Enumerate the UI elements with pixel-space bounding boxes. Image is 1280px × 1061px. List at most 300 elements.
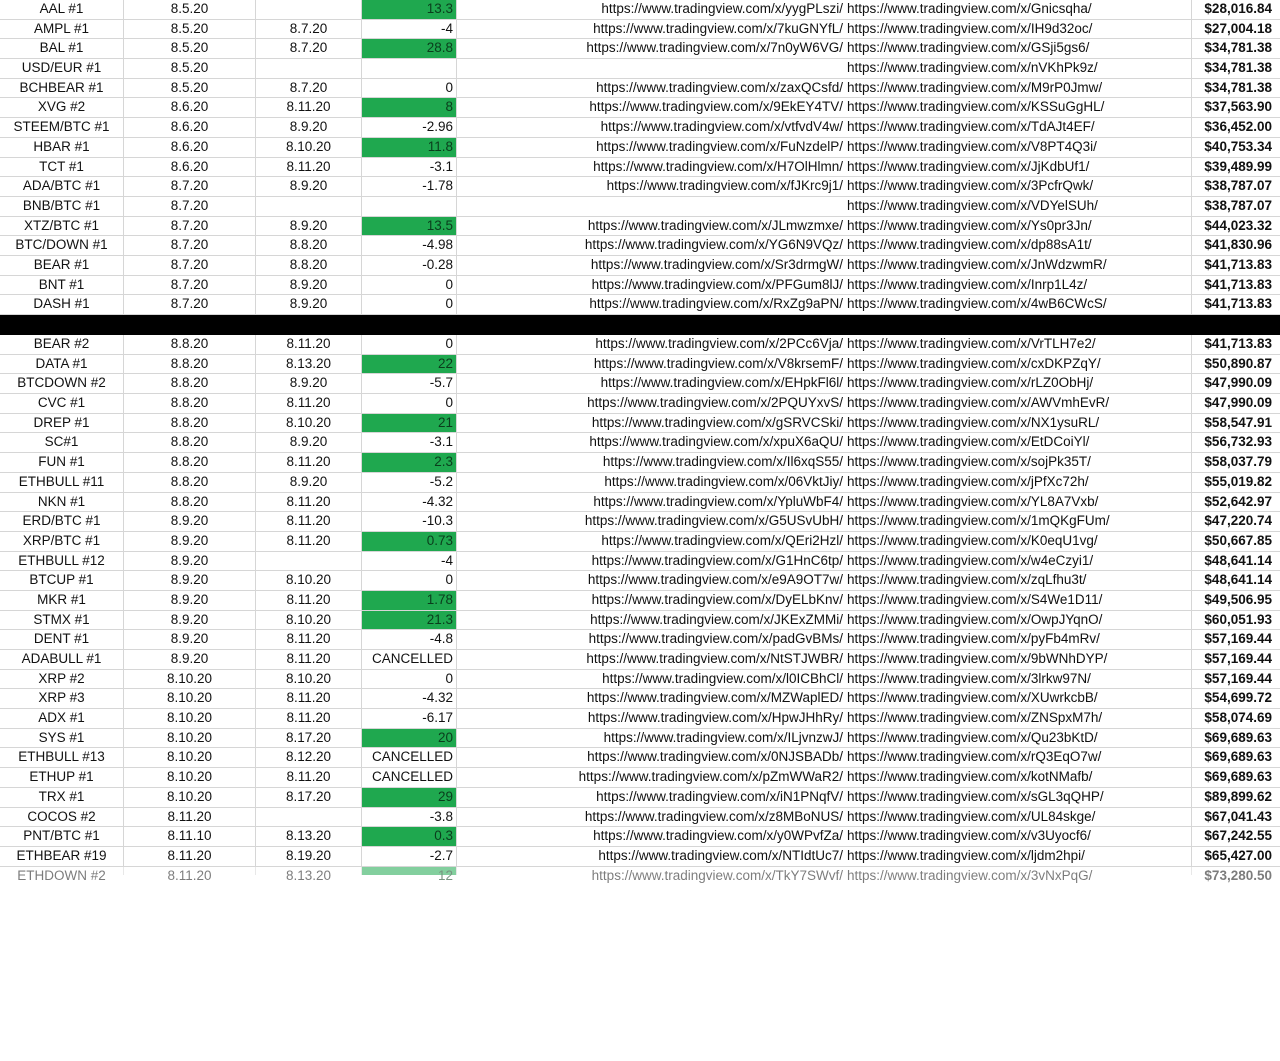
trade-rows-top xyxy=(0,0,1280,315)
balance-cell: $41,713.83 xyxy=(1204,276,1272,292)
percent-change-cell: -6.17 xyxy=(362,709,457,728)
entry-chart-link[interactable]: https://www.tradingview.com/x/l0ICBhCl/ xyxy=(602,670,843,686)
entry-chart-link[interactable]: https://www.tradingview.com/x/pZmWWaR2/ xyxy=(578,769,843,785)
trade-name-cell: BTC/DOWN #1 xyxy=(0,236,124,255)
table-row xyxy=(0,20,1280,40)
balance-cell: $56,732.93 xyxy=(1204,434,1272,450)
table-row xyxy=(0,709,1280,729)
exit-chart-link[interactable]: https://www.tradingview.com/x/VrTLH7e2/ xyxy=(846,335,1192,354)
close-date-cell: 8.9.20 xyxy=(256,295,362,314)
percent-change-cell: 0 xyxy=(362,295,457,314)
entry-chart-link[interactable]: https://www.tradingview.com/x/MZWaplED/ xyxy=(586,690,843,706)
table-row xyxy=(0,394,1280,414)
entry-chart-link[interactable] xyxy=(457,197,844,216)
exit-chart-link[interactable]: https://www.tradingview.com/x/9bWNhDYP/ xyxy=(846,650,1192,669)
trade-name-cell: DENT #1 xyxy=(0,630,124,649)
close-date-cell: 8.9.20 xyxy=(256,433,362,452)
exit-chart-link[interactable]: https://www.tradingview.com/x/Ys0pr3Jn/ xyxy=(846,217,1192,236)
entry-chart-link[interactable]: https://www.tradingview.com/x/y0WPvfZa/ xyxy=(593,828,843,844)
exit-chart-link[interactable]: https://www.tradingview.com/x/S4We1D11/ xyxy=(846,591,1192,610)
entry-chart-link[interactable]: https://www.tradingview.com/x/7n0yW6VG/ xyxy=(586,40,843,56)
close-date-cell: 8.11.20 xyxy=(256,335,362,354)
exit-chart-link[interactable]: https://www.tradingview.com/x/kotNMafb/ xyxy=(846,768,1192,787)
percent-change-cell: CANCELLED xyxy=(362,768,457,787)
entry-chart-link[interactable]: https://www.tradingview.com/x/vtfvdV4w/ xyxy=(600,119,843,135)
entry-chart-link[interactable]: https://www.tradingview.com/x/06VktJiy/ xyxy=(604,473,843,489)
open-date-cell: 8.6.20 xyxy=(124,138,256,157)
entry-chart-link[interactable]: https://www.tradingview.com/x/H7OlHlmn/ xyxy=(593,158,843,174)
open-date-cell: 8.8.20 xyxy=(124,493,256,512)
open-date-cell: 8.6.20 xyxy=(124,158,256,177)
close-date-cell: 8.10.20 xyxy=(256,670,362,689)
balance-cell: $27,004.18 xyxy=(1204,20,1272,36)
percent-change-cell: 0 xyxy=(362,79,457,98)
entry-chart-link[interactable]: https://www.tradingview.com/x/G5USvUbH/ xyxy=(584,513,843,529)
open-date-cell: 8.8.20 xyxy=(124,355,256,374)
exit-chart-link[interactable]: https://www.tradingview.com/x/zqLfhu3t/ xyxy=(846,571,1192,590)
entry-chart-link[interactable]: https://www.tradingview.com/x/JKExZMMi/ xyxy=(590,611,843,627)
entry-chart-link[interactable]: https://www.tradingview.com/x/gSRVCSki/ xyxy=(591,414,843,430)
table-row xyxy=(0,158,1280,178)
trade-name-cell: BCHBEAR #1 xyxy=(0,79,124,98)
balance-cell: $69,689.63 xyxy=(1204,769,1272,785)
close-date-cell xyxy=(256,197,362,216)
table-row xyxy=(0,197,1280,217)
balance-cell: $69,689.63 xyxy=(1204,749,1272,765)
trade-name-cell: HBAR #1 xyxy=(0,138,124,157)
close-date-cell: 8.10.20 xyxy=(256,571,362,590)
entry-chart-link[interactable]: https://www.tradingview.com/x/YG6N9VQz/ xyxy=(584,237,843,253)
table-row xyxy=(0,177,1280,197)
trade-name-cell: ETHBULL #13 xyxy=(0,748,124,767)
percent-change-cell: 0 xyxy=(362,670,457,689)
balance-cell: $34,781.38 xyxy=(1204,60,1272,76)
exit-chart-link[interactable]: https://www.tradingview.com/x/3lrkw97N/ xyxy=(846,670,1192,689)
table-row xyxy=(0,670,1280,690)
balance-cell: $38,787.07 xyxy=(1204,197,1272,213)
open-date-cell: 8.10.20 xyxy=(124,748,256,767)
table-row xyxy=(0,0,1280,20)
close-date-cell: 8.7.20 xyxy=(256,39,362,58)
exit-chart-link[interactable]: https://www.tradingview.com/x/AWVmhEvR/ xyxy=(846,394,1192,413)
percent-change-cell: 0 xyxy=(362,571,457,590)
table-row xyxy=(0,689,1280,709)
exit-chart-link[interactable]: https://www.tradingview.com/x/v3Uyocf6/ xyxy=(846,827,1192,846)
entry-chart-link[interactable]: https://www.tradingview.com/x/NtSTJWBR/ xyxy=(586,651,843,666)
balance-cell: $39,489.99 xyxy=(1204,158,1272,174)
close-date-cell: 8.11.20 xyxy=(256,650,362,669)
exit-chart-link[interactable]: https://www.tradingview.com/x/JnWdzwmR/ xyxy=(846,256,1192,275)
entry-chart-link[interactable]: https://www.tradingview.com/x/DyELbKnv/ xyxy=(591,591,843,607)
entry-chart-link[interactable]: https://www.tradingview.com/x/iN1PNqfV/ xyxy=(596,788,843,804)
balance-cell: $37,563.90 xyxy=(1204,99,1272,115)
balance-cell: $34,781.38 xyxy=(1204,79,1272,95)
exit-chart-link[interactable]: https://www.tradingview.com/x/rQ3EqO7w/ xyxy=(846,748,1192,767)
entry-chart-link[interactable]: https://www.tradingview.com/x/HpwJHhRy/ xyxy=(587,710,843,726)
percent-change-cell: -0.28 xyxy=(362,256,457,275)
trade-name-cell: ETHBULL #12 xyxy=(0,552,124,571)
entry-chart-link[interactable]: https://www.tradingview.com/x/QEri2Hzl/ xyxy=(601,532,843,548)
exit-chart-link[interactable]: https://www.tradingview.com/x/cxDKPZqY/ xyxy=(846,355,1192,374)
close-date-cell: 8.11.20 xyxy=(256,532,362,551)
percent-change-cell: 28.8 xyxy=(362,39,457,58)
table-row xyxy=(0,552,1280,572)
exit-chart-link[interactable]: https://www.tradingview.com/x/ZNSpxM7h/ xyxy=(846,709,1192,728)
balance-cell: $48,641.14 xyxy=(1204,552,1272,568)
percent-change-cell: -5.2 xyxy=(362,473,457,492)
open-date-cell: 8.11.20 xyxy=(124,867,256,875)
percent-change-cell xyxy=(362,59,457,78)
trade-name-cell: CVC #1 xyxy=(0,394,124,413)
table-row xyxy=(0,217,1280,237)
close-date-cell: 8.7.20 xyxy=(256,79,362,98)
entry-chart-link[interactable]: https://www.tradingview.com/x/RxZg9aPN/ xyxy=(589,296,843,312)
open-date-cell: 8.10.20 xyxy=(124,788,256,807)
exit-chart-link[interactable]: https://www.tradingview.com/x/XUwrkcbB/ xyxy=(846,689,1192,708)
exit-chart-link[interactable]: https://www.tradingview.com/x/OwpJYqnO/ xyxy=(846,611,1192,630)
percent-change-cell: 12 xyxy=(362,867,457,875)
balance-cell: $47,220.74 xyxy=(1204,513,1272,529)
trade-name-cell: PNT/BTC #1 xyxy=(0,827,124,846)
trade-name-cell: AAL #1 xyxy=(0,0,124,19)
close-date-cell: 8.9.20 xyxy=(256,276,362,295)
trade-name-cell: ADABULL #1 xyxy=(0,650,124,669)
balance-cell: $28,016.84 xyxy=(1204,1,1272,16)
exit-chart-link[interactable]: https://www.tradingview.com/x/jPfXc72h/ xyxy=(846,473,1192,492)
open-date-cell: 8.8.20 xyxy=(124,433,256,452)
close-date-cell: 8.17.20 xyxy=(256,788,362,807)
exit-chart-link[interactable]: https://www.tradingview.com/x/sojPk35T/ xyxy=(846,453,1192,472)
percent-change-cell: 13.5 xyxy=(362,217,457,236)
open-date-cell: 8.9.20 xyxy=(124,630,256,649)
close-date-cell: 8.11.20 xyxy=(256,98,362,117)
open-date-cell: 8.9.20 xyxy=(124,512,256,531)
entry-chart-link[interactable]: https://www.tradingview.com/x/YpluWbF4/ xyxy=(593,493,843,509)
exit-chart-link[interactable]: https://www.tradingview.com/x/dp88sA1t/ xyxy=(846,236,1192,255)
balance-cell: $57,169.44 xyxy=(1204,670,1272,686)
balance-cell: $54,699.72 xyxy=(1204,690,1272,706)
open-date-cell: 8.7.20 xyxy=(124,217,256,236)
entry-chart-link[interactable]: https://www.tradingview.com/x/G1HnC6tp/ xyxy=(591,552,843,568)
table-row-partial xyxy=(0,867,1280,883)
exit-chart-link[interactable]: https://www.tradingview.com/x/V8PT4Q3i/ xyxy=(846,138,1192,157)
exit-chart-link[interactable]: https://www.tradingview.com/x/NX1ysuRL/ xyxy=(846,414,1192,433)
exit-chart-link[interactable]: https://www.tradingview.com/x/EtDCoiYl/ xyxy=(846,433,1192,452)
balance-cell: $67,041.43 xyxy=(1204,808,1272,824)
close-date-cell: 8.11.20 xyxy=(256,768,362,787)
balance-cell: $57,169.44 xyxy=(1204,651,1272,666)
exit-chart-link[interactable]: https://www.tradingview.com/x/rLZ0ObHj/ xyxy=(846,374,1192,393)
trade-name-cell: ETHBULL #11 xyxy=(0,473,124,492)
entry-chart-link[interactable]: https://www.tradingview.com/x/2PQUYxvS/ xyxy=(587,395,843,411)
exit-chart-link[interactable]: https://www.tradingview.com/x/Gnicsqha/ xyxy=(846,0,1192,19)
exit-chart-link[interactable]: https://www.tradingview.com/x/UL84skge/ xyxy=(846,808,1192,827)
entry-chart-link[interactable]: https://www.tradingview.com/x/V8krsemF/ xyxy=(593,355,843,371)
entry-chart-link[interactable]: https://www.tradingview.com/x/zaxQCsfd/ xyxy=(596,79,843,95)
balance-cell: $57,169.44 xyxy=(1204,631,1272,647)
table-row xyxy=(0,748,1280,768)
entry-chart-link[interactable]: https://www.tradingview.com/x/padGvBMs/ xyxy=(588,631,843,647)
close-date-cell: 8.9.20 xyxy=(256,217,362,236)
table-row xyxy=(0,98,1280,118)
balance-cell: $41,830.96 xyxy=(1204,237,1272,253)
table-row xyxy=(0,808,1280,828)
open-date-cell: 8.8.20 xyxy=(124,414,256,433)
close-date-cell xyxy=(256,552,362,571)
entry-chart-link[interactable]: https://www.tradingview.com/x/Sr3drmgW/ xyxy=(590,256,843,272)
trade-name-cell: STEEM/BTC #1 xyxy=(0,118,124,137)
exit-chart-link[interactable]: https://www.tradingview.com/x/Qu23bKtD/ xyxy=(846,729,1192,748)
open-date-cell: 8.7.20 xyxy=(124,295,256,314)
open-date-cell: 8.8.20 xyxy=(124,473,256,492)
balance-cell: $55,019.82 xyxy=(1204,473,1272,489)
percent-change-cell: -4.98 xyxy=(362,236,457,255)
balance-cell: $50,667.85 xyxy=(1204,532,1272,548)
percent-change-cell: -10.3 xyxy=(362,512,457,531)
percent-change-cell: 0.3 xyxy=(362,827,457,846)
open-date-cell: 8.8.20 xyxy=(124,453,256,472)
balance-cell: $44,023.32 xyxy=(1204,217,1272,233)
percent-change-cell: -3.1 xyxy=(362,158,457,177)
entry-chart-link[interactable]: https://www.tradingview.com/x/0NJSBADb/ xyxy=(587,749,843,765)
table-row xyxy=(0,729,1280,749)
open-date-cell: 8.9.20 xyxy=(124,591,256,610)
table-row xyxy=(0,276,1280,296)
trade-name-cell: SYS #1 xyxy=(0,729,124,748)
exit-chart-link[interactable]: https://www.tradingview.com/x/ljdm2hpi/ xyxy=(846,847,1192,866)
entry-chart-link[interactable]: https://www.tradingview.com/x/NTIdtUc7/ xyxy=(598,847,843,863)
balance-cell: $52,642.97 xyxy=(1204,493,1272,509)
close-date-cell: 8.9.20 xyxy=(256,118,362,137)
exit-chart-link[interactable]: https://www.tradingview.com/x/w4eCzyi1/ xyxy=(846,552,1192,571)
close-date-cell xyxy=(256,0,362,19)
trade-name-cell: BNB/BTC #1 xyxy=(0,197,124,216)
entry-chart-link[interactable]: https://www.tradingview.com/x/7kuGNYfL/ xyxy=(593,20,843,36)
balance-cell: $89,899.62 xyxy=(1204,788,1272,804)
table-row xyxy=(0,571,1280,591)
table-row xyxy=(0,768,1280,788)
entry-chart-link[interactable]: https://www.tradingview.com/x/fJKrc9j1/ xyxy=(606,178,843,194)
trade-name-cell: DATA #1 xyxy=(0,355,124,374)
trade-name-cell: STMX #1 xyxy=(0,611,124,630)
percent-change-cell: 29 xyxy=(362,788,457,807)
trade-rows-bottom xyxy=(0,335,1280,867)
exit-chart-link[interactable]: https://www.tradingview.com/x/VDYelSUh/ xyxy=(846,197,1192,216)
percent-change-cell: 22 xyxy=(362,355,457,374)
table-row xyxy=(0,236,1280,256)
open-date-cell: 8.9.20 xyxy=(124,611,256,630)
trade-name-cell: XRP #2 xyxy=(0,670,124,689)
close-date-cell: 8.11.20 xyxy=(256,709,362,728)
open-date-cell: 8.5.20 xyxy=(124,79,256,98)
trade-name-cell: NKN #1 xyxy=(0,493,124,512)
entry-chart-link[interactable]: https://www.tradingview.com/x/JLmwzmxe/ xyxy=(587,217,843,233)
balance-cell: $69,689.63 xyxy=(1204,729,1272,745)
table-row xyxy=(0,138,1280,158)
percent-change-cell: -2.7 xyxy=(362,847,457,866)
table-row xyxy=(0,512,1280,532)
trade-name-cell: XRP #3 xyxy=(0,689,124,708)
exit-chart-link[interactable]: https://www.tradingview.com/x/3PcfrQwk/ xyxy=(846,177,1192,196)
trade-name-cell: AMPL #1 xyxy=(0,20,124,39)
table-row xyxy=(0,827,1280,847)
trade-name-cell: MKR #1 xyxy=(0,591,124,610)
percent-change-cell: 21 xyxy=(362,414,457,433)
trade-name-cell: ADX #1 xyxy=(0,709,124,728)
entry-chart-link[interactable]: https://www.tradingview.com/x/z8MBoNUS/ xyxy=(584,808,843,824)
trade-name-cell: ADA/BTC #1 xyxy=(0,177,124,196)
balance-cell: $47,990.09 xyxy=(1204,375,1272,391)
trade-name-cell: XTZ/BTC #1 xyxy=(0,217,124,236)
exit-chart-link[interactable]: https://www.tradingview.com/x/IH9d32oc/ xyxy=(846,20,1192,39)
entry-chart-link[interactable]: https://www.tradingview.com/x/Il6xqS55/ xyxy=(602,454,843,470)
exit-chart-link[interactable]: https://www.tradingview.com/x/K0eqU1vg/ xyxy=(846,532,1192,551)
table-row xyxy=(0,118,1280,138)
entry-chart-link[interactable]: https://www.tradingview.com/x/EHpkFl6l/ xyxy=(600,375,843,391)
balance-cell: $58,547.91 xyxy=(1204,414,1272,430)
percent-change-cell: -4 xyxy=(362,552,457,571)
percent-change-cell: -4 xyxy=(362,20,457,39)
trade-name-cell: COCOS #2 xyxy=(0,808,124,827)
percent-change-cell: 0 xyxy=(362,394,457,413)
open-date-cell: 8.5.20 xyxy=(124,59,256,78)
close-date-cell: 8.11.20 xyxy=(256,453,362,472)
entry-chart-link[interactable] xyxy=(457,59,844,78)
trade-name-cell: TRX #1 xyxy=(0,788,124,807)
table-row xyxy=(0,39,1280,59)
balance-cell: $49,506.95 xyxy=(1204,591,1272,607)
trade-name-cell: BTCUP #1 xyxy=(0,571,124,590)
entry-chart-link[interactable]: https://www.tradingview.com/x/yygPLszi/ xyxy=(601,1,843,16)
entry-chart-link[interactable]: https://www.tradingview.com/x/xpuX6aQU/ xyxy=(589,434,843,450)
exit-chart-link[interactable]: https://www.tradingview.com/x/KSSuGgHL/ xyxy=(846,98,1192,117)
trade-name-cell: ETHDOWN #2 xyxy=(0,867,124,875)
trade-name-cell: USD/EUR #1 xyxy=(0,59,124,78)
percent-change-cell: 0 xyxy=(362,335,457,354)
open-date-cell: 8.6.20 xyxy=(124,118,256,137)
table-row xyxy=(0,79,1280,99)
table-row xyxy=(0,532,1280,552)
open-date-cell: 8.9.20 xyxy=(124,532,256,551)
close-date-cell xyxy=(256,808,362,827)
entry-chart-link[interactable]: https://www.tradingview.com/x/ILjvnzwJ/ xyxy=(603,729,843,745)
close-date-cell: 8.11.20 xyxy=(256,630,362,649)
exit-chart-link[interactable]: https://www.tradingview.com/x/GSji5gs6/ xyxy=(846,39,1192,58)
close-date-cell: 8.11.20 xyxy=(256,591,362,610)
close-date-cell: 8.11.20 xyxy=(256,689,362,708)
open-date-cell: 8.10.20 xyxy=(124,709,256,728)
balance-cell: $50,890.87 xyxy=(1204,355,1272,371)
percent-change-cell: 1.78 xyxy=(362,591,457,610)
exit-chart-link[interactable]: https://www.tradingview.com/x/JjKdbUf1/ xyxy=(846,158,1192,177)
trade-name-cell: XVG #2 xyxy=(0,98,124,117)
balance-cell: $65,427.00 xyxy=(1204,847,1272,863)
open-date-cell: 8.10.20 xyxy=(124,768,256,787)
percent-change-cell: -4.32 xyxy=(362,689,457,708)
exit-chart-link[interactable]: https://www.tradingview.com/x/Inrp1L4z/ xyxy=(846,276,1192,295)
open-date-cell: 8.11.20 xyxy=(124,847,256,866)
entry-chart-link: https://www.tradingview.com/x/TkY7SWvf/ xyxy=(591,867,843,883)
percent-change-cell: 8 xyxy=(362,98,457,117)
close-date-cell: 8.19.20 xyxy=(256,847,362,866)
open-date-cell: 8.7.20 xyxy=(124,276,256,295)
percent-change-cell: 0.73 xyxy=(362,532,457,551)
trade-name-cell: BEAR #1 xyxy=(0,256,124,275)
entry-chart-link[interactable]: https://www.tradingview.com/x/FuNzdelP/ xyxy=(596,138,843,154)
open-date-cell: 8.9.20 xyxy=(124,571,256,590)
exit-chart-link[interactable]: https://www.tradingview.com/x/pyFb4mRv/ xyxy=(846,630,1192,649)
open-date-cell: 8.7.20 xyxy=(124,177,256,196)
percent-change-cell: -4.8 xyxy=(362,630,457,649)
open-date-cell: 8.11.10 xyxy=(124,827,256,846)
open-date-cell: 8.10.20 xyxy=(124,729,256,748)
trade-name-cell: TCT #1 xyxy=(0,158,124,177)
table-row xyxy=(0,493,1280,513)
close-date-cell: 8.9.20 xyxy=(256,374,362,393)
entry-chart-link[interactable]: https://www.tradingview.com/x/PFGum8lJ/ xyxy=(591,276,843,292)
percent-change-cell: -4.32 xyxy=(362,493,457,512)
entry-chart-link[interactable]: https://www.tradingview.com/x/2PCc6Vja/ xyxy=(595,336,843,351)
open-date-cell: 8.7.20 xyxy=(124,197,256,216)
balance-cell: $58,074.69 xyxy=(1204,710,1272,726)
close-date-cell: 8.17.20 xyxy=(256,729,362,748)
open-date-cell: 8.8.20 xyxy=(124,335,256,354)
percent-change-cell: -1.78 xyxy=(362,177,457,196)
trade-name-cell: ERD/BTC #1 xyxy=(0,512,124,531)
balance-cell: $40,753.34 xyxy=(1204,138,1272,154)
trade-rows-partial xyxy=(0,867,1280,883)
percent-change-cell: 2.3 xyxy=(362,453,457,472)
close-date-cell: 8.13.20 xyxy=(256,827,362,846)
exit-chart-link[interactable]: https://www.tradingview.com/x/sGL3qQHP/ xyxy=(846,788,1192,807)
exit-chart-link[interactable]: https://www.tradingview.com/x/M9rP0Jmw/ xyxy=(846,79,1192,98)
table-row xyxy=(0,611,1280,631)
open-date-cell: 8.6.20 xyxy=(124,98,256,117)
balance-cell: $58,037.79 xyxy=(1204,454,1272,470)
open-date-cell: 8.9.20 xyxy=(124,552,256,571)
entry-chart-link[interactable]: https://www.tradingview.com/x/9EkEY4TV/ xyxy=(589,99,843,115)
trade-name-cell: SC#1 xyxy=(0,433,124,452)
table-row xyxy=(0,335,1280,355)
percent-change-cell: 20 xyxy=(362,729,457,748)
open-date-cell: 8.5.20 xyxy=(124,0,256,19)
table-row xyxy=(0,256,1280,276)
close-date-cell: 8.10.20 xyxy=(256,611,362,630)
open-date-cell: 8.5.20 xyxy=(124,39,256,58)
close-date-cell: 8.11.20 xyxy=(256,394,362,413)
balance-cell: $60,051.93 xyxy=(1204,611,1272,627)
table-row xyxy=(0,453,1280,473)
exit-chart-link[interactable]: https://www.tradingview.com/x/YL8A7Vxb/ xyxy=(846,493,1192,512)
exit-chart-link[interactable]: https://www.tradingview.com/x/1mQKgFUm/ xyxy=(846,512,1192,531)
close-date-cell: 8.11.20 xyxy=(256,158,362,177)
balance-cell: $36,452.00 xyxy=(1204,119,1272,135)
open-date-cell: 8.8.20 xyxy=(124,394,256,413)
open-date-cell: 8.11.20 xyxy=(124,808,256,827)
exit-chart-link[interactable]: https://www.tradingview.com/x/4wB6CWcS/ xyxy=(846,295,1192,314)
open-date-cell: 8.8.20 xyxy=(124,374,256,393)
trade-name-cell: ETHUP #1 xyxy=(0,768,124,787)
entry-chart-link[interactable]: https://www.tradingview.com/x/e9A9OT7w/ xyxy=(587,572,843,588)
close-date-cell: 8.8.20 xyxy=(256,236,362,255)
balance-cell: $67,242.55 xyxy=(1204,828,1272,844)
exit-chart-link[interactable]: https://www.tradingview.com/x/TdAJt4EF/ xyxy=(846,118,1192,137)
table-row xyxy=(0,295,1280,315)
exit-chart-link[interactable]: https://www.tradingview.com/x/nVKhPk9z/ xyxy=(846,59,1192,78)
open-date-cell: 8.10.20 xyxy=(124,670,256,689)
table-row xyxy=(0,650,1280,670)
percent-change-cell: 0 xyxy=(362,276,457,295)
